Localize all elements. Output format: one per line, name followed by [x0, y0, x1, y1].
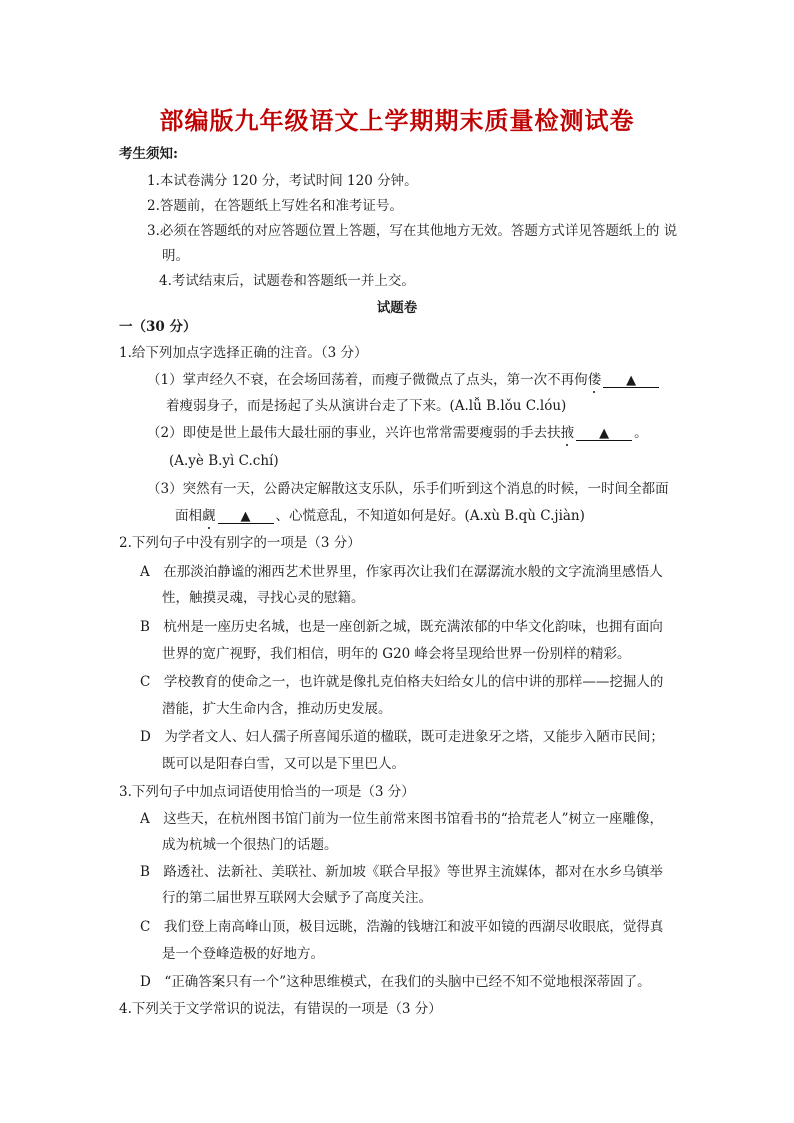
exam-title: 部编版九年级语文上学期期末质量检测试卷 [159, 106, 635, 135]
question-2-option-a: A 在那淡泊静谧的湘西艺术世界里，作家再次让我们在潺潺流水般的文字流淌里感悟人 [140, 564, 663, 580]
question-3-option-a: A 这些天，在杭州图书馆门前为一位生前常来图书馆看书的“拾荒老人”树立一座雕像， [140, 811, 664, 827]
question-2-option-d: D 为学者文人、妇人孺子所喜闻乐道的楹联，既可走进象牙之塔，又能步入陋市民间； [140, 729, 664, 745]
answer-blank[interactable]: ▲ [218, 511, 274, 524]
question-1-stem: 1.给下列加点字选择正确的注音。（3 分） [119, 345, 368, 361]
question-2-option-b: B 杭州是一座历史名城，也是一座创新之城，既充满浓郁的中华文化韵味，也拥有面向 [140, 619, 663, 635]
question-3-option-c: C 我们登上南高峰山顶，极目远眺，浩瀚的钱塘江和波平如镜的西湖尽收眼底，觉得真 [140, 919, 664, 935]
question-2-option-a-cont: 性，触摸灵魂，寻找心灵的慰籍。 [162, 590, 365, 606]
notice-item-4: 4.考试结束后，试题卷和答题纸一并上交。 [159, 273, 415, 289]
question-3-option-b: B 路透社、法新社、美联社、新加坡《联合早报》等世界主流媒体，都对在水乡乌镇举 [140, 864, 663, 880]
question-1-sub-1-line-2: 着瘦弱身子，而是扬起了头从演讲台走了下来。(A.lǚ B.lǒu C.lóu) [166, 398, 567, 414]
question-3-stem: 3.下列句子中加点词语使用恰当的一项是（3 分） [119, 784, 415, 800]
section-label: 试题卷 [376, 300, 418, 316]
dotted-character: 觑 [202, 508, 216, 524]
question-4-stem: 4.下列关于文学常识的说法，有错误的一项是（3 分） [119, 1001, 442, 1017]
notice-item-1: 1.本试卷满分 120 分，考试时间 120 分钟。 [147, 173, 418, 189]
part-one-heading: 一（30 分） [119, 319, 197, 335]
notice-item-3: 3.必须在答题纸的对应答题位置上答题，写在其他地方无效。答题方式详见答题纸上的 说 [147, 223, 678, 239]
question-3-option-c-cont: 是一个登峰造极的好地方。 [162, 946, 324, 962]
question-3-option-a-cont: 成为杭城一个很热门的话题。 [162, 837, 338, 853]
question-3-option-b-cont: 行的第二届世界互联网大会赋予了高度关注。 [162, 890, 432, 906]
question-2-option-d-cont: 既可以是阳春白雪，又可以是下里巴人。 [162, 756, 405, 772]
notice-heading: 考生须知: [119, 146, 178, 162]
question-1-sub-3-line-2: 面相觑 ▲ 、心慌意乱，不知道如何是好。(A.xù B.qù C.jiàn) [175, 508, 585, 524]
dotted-character: 偻 [587, 372, 602, 388]
question-2-option-c: C 学校教育的使命之一，也许就是像扎克伯格夫妇给女儿的信中讲的那样——挖掘人的 [140, 674, 664, 690]
question-2-option-b-cont: 世界的宽广视野，我们相信，明年的 G20 峰会将呈现给世界一份别样的精彩。 [162, 646, 631, 662]
question-1-sub-1-line-1: （1）掌声经久不衰，在会场回荡着，而瘦子微微点了点头，第一次不再佝偻 ▲ [147, 371, 661, 389]
answer-blank[interactable]: ▲ [603, 375, 659, 388]
answer-blank[interactable]: ▲ [576, 428, 632, 441]
question-1-sub-3-line-1: （3）突然有一天，公爵决定解散这支乐队，乐手们听到这个消息的时候，一时间全都面 [147, 481, 669, 497]
notice-item-3-cont: 明。 [162, 248, 189, 264]
notice-item-2: 2.答题前，在答题纸上写姓名和准考证号。 [147, 198, 403, 214]
question-2-stem: 2.下列句子中没有别字的一项是（3 分） [119, 535, 361, 551]
question-2-option-c-cont: 潜能，扩大生命内含，推动历史发展。 [162, 701, 392, 717]
question-1-sub-2-line-1: （2）即使是世上最伟大最壮丽的事业，兴许也常常需要瘦弱的手去扶掖 ▲ 。 [147, 425, 648, 441]
dotted-character: 掖 [560, 425, 575, 441]
question-3-option-d: D “正确答案只有一个”这种思维模式，在我们的头脑中已经不知不觉地根深蒂固了。 [140, 974, 651, 990]
question-1-sub-2-line-2: (A.yè B.yì C.chí) [169, 453, 279, 469]
